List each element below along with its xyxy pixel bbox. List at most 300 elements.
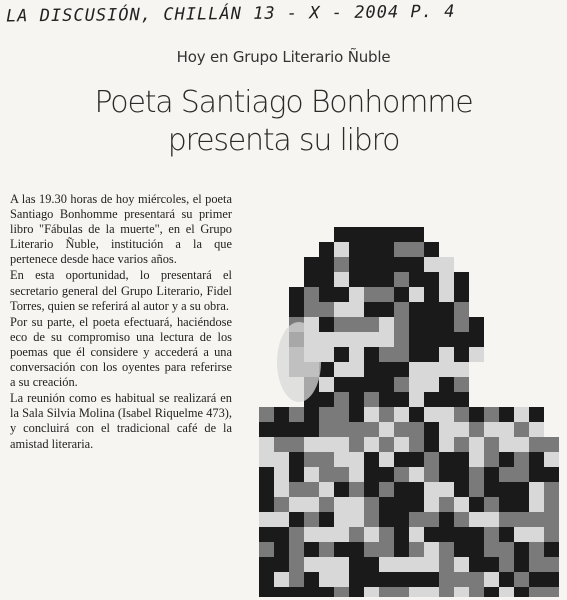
photo-hand bbox=[277, 322, 321, 402]
photo-tile bbox=[544, 527, 559, 542]
photo-tile bbox=[529, 572, 544, 587]
photo-tile bbox=[439, 422, 454, 437]
photo-tile bbox=[379, 302, 394, 317]
photo-tile bbox=[439, 302, 454, 317]
photo-tile bbox=[364, 392, 379, 407]
photo-tile bbox=[259, 497, 274, 512]
photo-tile bbox=[394, 452, 409, 467]
photo-tile bbox=[379, 587, 394, 597]
photo-tile bbox=[274, 587, 289, 597]
photo-tile bbox=[469, 512, 484, 527]
photo-tile bbox=[289, 482, 304, 497]
photo-tile bbox=[319, 407, 334, 422]
photo-tile bbox=[469, 557, 484, 572]
photo-tile bbox=[334, 377, 349, 392]
photo-tile bbox=[409, 332, 424, 347]
photo-tile bbox=[409, 542, 424, 557]
photo-tile bbox=[469, 497, 484, 512]
photo-tile bbox=[349, 422, 364, 437]
photo-tile bbox=[304, 527, 319, 542]
photo-tile bbox=[454, 467, 469, 482]
photo-tile bbox=[364, 572, 379, 587]
photo-tile bbox=[334, 422, 349, 437]
photo-tile bbox=[379, 242, 394, 257]
photo-tile bbox=[394, 407, 409, 422]
photo-tile bbox=[304, 407, 319, 422]
photo-tile bbox=[394, 377, 409, 392]
photo-tile bbox=[349, 227, 364, 242]
photo-tile bbox=[274, 557, 289, 572]
photo-tile bbox=[319, 527, 334, 542]
photo-tile bbox=[349, 587, 364, 597]
photo-tile bbox=[289, 527, 304, 542]
photo-tile bbox=[409, 572, 424, 587]
photo-tile bbox=[394, 287, 409, 302]
photo-tile bbox=[334, 572, 349, 587]
photo-tile bbox=[409, 242, 424, 257]
photo-tile bbox=[529, 407, 544, 422]
photo-tile bbox=[319, 347, 334, 362]
photo-tile bbox=[334, 332, 349, 347]
photo-tile bbox=[289, 287, 304, 302]
photo-tile bbox=[379, 557, 394, 572]
photo-tile bbox=[274, 452, 289, 467]
photo-tile bbox=[439, 542, 454, 557]
photo-tile bbox=[394, 467, 409, 482]
photo-tile bbox=[259, 512, 274, 527]
photo-tile bbox=[334, 317, 349, 332]
photo-tile bbox=[349, 497, 364, 512]
photo-tile bbox=[424, 257, 439, 272]
photo-tile bbox=[454, 407, 469, 422]
article-headline bbox=[40, 84, 527, 160]
photo-tile bbox=[364, 437, 379, 452]
photo-tile bbox=[499, 527, 514, 542]
photo-tile bbox=[439, 257, 454, 272]
photo-tile bbox=[274, 422, 289, 437]
photo-tile bbox=[319, 362, 334, 377]
photo-tile bbox=[379, 332, 394, 347]
photo-tile bbox=[529, 527, 544, 542]
photo-tile bbox=[484, 437, 499, 452]
photo-tile bbox=[394, 227, 409, 242]
photo-tile bbox=[319, 287, 334, 302]
photo-tile bbox=[334, 407, 349, 422]
photo-tile bbox=[349, 392, 364, 407]
photo-tile bbox=[319, 497, 334, 512]
photo-tile bbox=[364, 467, 379, 482]
photo-tile bbox=[514, 557, 529, 572]
photo-tile bbox=[439, 437, 454, 452]
photo-tile bbox=[409, 377, 424, 392]
photo-tile bbox=[394, 362, 409, 377]
photo-tile bbox=[469, 587, 484, 597]
photo-tile bbox=[514, 527, 529, 542]
photo-tile bbox=[424, 482, 439, 497]
photo-tile bbox=[439, 272, 454, 287]
photo-tile bbox=[514, 497, 529, 512]
photo-tile bbox=[514, 407, 529, 422]
photo-tile bbox=[259, 452, 274, 467]
photo-tile bbox=[424, 557, 439, 572]
photo-tile bbox=[304, 287, 319, 302]
author-photo-image bbox=[244, 212, 564, 597]
photo-tile bbox=[409, 527, 424, 542]
photo-tile bbox=[349, 407, 364, 422]
photo-tile bbox=[349, 482, 364, 497]
photo-tile bbox=[409, 347, 424, 362]
photo-tile bbox=[439, 392, 454, 407]
photo-tile bbox=[424, 452, 439, 467]
photo-tile bbox=[514, 542, 529, 557]
photo-tile bbox=[454, 362, 469, 377]
paragraph-1: A las 19.30 horas de hoy miércoles, el poeta Santiago Bonhomme presentará su primer libro "Fábulas de la muerte", en el Grupo Literario Ñuble, institución a la que pertenece desde hace varios años. bbox=[10, 192, 232, 267]
photo-tile bbox=[259, 527, 274, 542]
photo-tile bbox=[454, 572, 469, 587]
photo-tile bbox=[364, 302, 379, 317]
photo-tile bbox=[514, 512, 529, 527]
photo-tile bbox=[259, 407, 274, 422]
photo-tile bbox=[334, 497, 349, 512]
photo-tile bbox=[364, 422, 379, 437]
photo-tile bbox=[514, 422, 529, 437]
photo-tile bbox=[319, 587, 334, 597]
photo-tile bbox=[364, 317, 379, 332]
photo-tile bbox=[364, 557, 379, 572]
photo-tile bbox=[544, 572, 559, 587]
photo-tile bbox=[394, 317, 409, 332]
photo-tile bbox=[454, 422, 469, 437]
photo-tile bbox=[379, 272, 394, 287]
photo-tile bbox=[439, 452, 454, 467]
photo-tile bbox=[364, 272, 379, 287]
photo-tile bbox=[454, 497, 469, 512]
photo-tile bbox=[334, 527, 349, 542]
photo-tile bbox=[529, 542, 544, 557]
photo-tile bbox=[469, 317, 484, 332]
photo-tile bbox=[454, 317, 469, 332]
photo-tile bbox=[394, 542, 409, 557]
photo-tile bbox=[304, 467, 319, 482]
photo-tile bbox=[409, 257, 424, 272]
photo-tile bbox=[259, 557, 274, 572]
photo-tile bbox=[379, 497, 394, 512]
photo-tile bbox=[529, 587, 544, 597]
photo-tile bbox=[514, 437, 529, 452]
photo-tile bbox=[259, 467, 274, 482]
photo-tile bbox=[469, 407, 484, 422]
photo-tile bbox=[349, 362, 364, 377]
photo-tile bbox=[409, 287, 424, 302]
photo-tile bbox=[424, 467, 439, 482]
photo-tile bbox=[454, 437, 469, 452]
photo-tile bbox=[364, 347, 379, 362]
photo-tile bbox=[364, 332, 379, 347]
photo-tile bbox=[379, 317, 394, 332]
photo-tile bbox=[319, 332, 334, 347]
photo-tile bbox=[484, 542, 499, 557]
author-photo bbox=[244, 212, 564, 597]
photo-tile bbox=[304, 497, 319, 512]
photo-tile bbox=[529, 422, 544, 437]
photo-tile bbox=[379, 437, 394, 452]
photo-tile bbox=[424, 242, 439, 257]
photo-tile bbox=[409, 362, 424, 377]
photo-tile bbox=[439, 572, 454, 587]
photo-tile bbox=[514, 452, 529, 467]
photo-tile bbox=[364, 377, 379, 392]
photo-tile bbox=[499, 437, 514, 452]
photo-tile bbox=[514, 482, 529, 497]
photo-tile bbox=[259, 542, 274, 557]
photo-tile bbox=[409, 272, 424, 287]
photo-tile bbox=[334, 242, 349, 257]
photo-tile bbox=[544, 452, 559, 467]
photo-tile bbox=[424, 392, 439, 407]
photo-tile bbox=[319, 377, 334, 392]
photo-tile bbox=[319, 392, 334, 407]
photo-tile bbox=[349, 452, 364, 467]
photo-tile bbox=[289, 407, 304, 422]
photo-tile bbox=[424, 332, 439, 347]
photo-tile bbox=[454, 587, 469, 597]
photo-tile bbox=[454, 557, 469, 572]
photo-tile bbox=[319, 272, 334, 287]
photo-tile bbox=[544, 542, 559, 557]
photo-tile bbox=[394, 482, 409, 497]
photo-tile bbox=[304, 572, 319, 587]
photo-tile bbox=[394, 557, 409, 572]
photo-tile bbox=[334, 257, 349, 272]
photo-tile bbox=[499, 422, 514, 437]
photo-tile bbox=[499, 557, 514, 572]
photo-tile bbox=[274, 482, 289, 497]
photo-tile bbox=[349, 317, 364, 332]
photo-tile bbox=[394, 302, 409, 317]
photo-tile bbox=[319, 302, 334, 317]
photo-tile bbox=[394, 512, 409, 527]
photo-tile bbox=[304, 482, 319, 497]
photo-tile bbox=[259, 437, 274, 452]
photo-tile bbox=[424, 587, 439, 597]
photo-tile bbox=[484, 527, 499, 542]
photo-tile bbox=[529, 482, 544, 497]
photo-tile bbox=[544, 437, 559, 452]
photo-tile bbox=[334, 542, 349, 557]
photo-tile bbox=[424, 542, 439, 557]
photo-tile bbox=[394, 257, 409, 272]
paragraph-4: La reunión como es habitual se realizará en la Sala Silvia Molina (Isabel Riquelme 473), y concluirá con el tradicional café de la amistad literaria. bbox=[10, 391, 232, 451]
photo-tile bbox=[289, 542, 304, 557]
photo-tile bbox=[454, 287, 469, 302]
photo-tile bbox=[409, 437, 424, 452]
photo-tile bbox=[439, 317, 454, 332]
photo-tile bbox=[454, 482, 469, 497]
photo-tile bbox=[439, 287, 454, 302]
photo-tile bbox=[529, 512, 544, 527]
photo-tile bbox=[469, 572, 484, 587]
photo-tile bbox=[439, 347, 454, 362]
photo-tile bbox=[454, 512, 469, 527]
photo-tile bbox=[454, 332, 469, 347]
photo-tile bbox=[364, 407, 379, 422]
photo-tile bbox=[334, 467, 349, 482]
photo-tile bbox=[289, 437, 304, 452]
photo-tile bbox=[469, 452, 484, 467]
photo-tile bbox=[409, 407, 424, 422]
photo-tile bbox=[469, 347, 484, 362]
photo-tile bbox=[349, 437, 364, 452]
photo-tile bbox=[544, 497, 559, 512]
photo-tile bbox=[364, 452, 379, 467]
photo-tile bbox=[349, 272, 364, 287]
photo-tile bbox=[259, 572, 274, 587]
photo-tile bbox=[454, 527, 469, 542]
photo-tile bbox=[259, 422, 274, 437]
photo-tile bbox=[349, 347, 364, 362]
photo-tile bbox=[394, 572, 409, 587]
photo-tile bbox=[364, 242, 379, 257]
photo-tile bbox=[349, 527, 364, 542]
photo-tile bbox=[409, 557, 424, 572]
photo-tile bbox=[454, 452, 469, 467]
photo-tile bbox=[409, 512, 424, 527]
photo-tile bbox=[484, 467, 499, 482]
paragraph-2: En esta oportunidad, lo presentará el secretario general del Grupo Literario, Fidel Torres, quien se referirá al autor y a su obra. bbox=[10, 268, 232, 313]
photo-tile bbox=[334, 482, 349, 497]
photo-tile bbox=[499, 512, 514, 527]
photo-tile bbox=[304, 512, 319, 527]
photo-tile bbox=[469, 332, 484, 347]
photo-tile bbox=[544, 467, 559, 482]
photo-tile bbox=[379, 542, 394, 557]
photo-tile bbox=[304, 272, 319, 287]
photo-tile bbox=[289, 587, 304, 597]
photo-tile bbox=[394, 392, 409, 407]
photo-tile bbox=[469, 422, 484, 437]
photo-tile bbox=[334, 437, 349, 452]
photo-tile bbox=[424, 527, 439, 542]
article-body bbox=[10, 192, 232, 453]
photo-tile bbox=[409, 302, 424, 317]
photo-tile bbox=[319, 317, 334, 332]
photo-tile bbox=[454, 377, 469, 392]
photo-tile bbox=[274, 527, 289, 542]
photo-tile bbox=[379, 407, 394, 422]
photo-tile bbox=[484, 422, 499, 437]
photo-tile bbox=[424, 377, 439, 392]
photo-tile bbox=[409, 422, 424, 437]
photo-tile bbox=[349, 287, 364, 302]
photo-tile bbox=[484, 557, 499, 572]
photo-tile bbox=[514, 467, 529, 482]
photo-tile bbox=[349, 377, 364, 392]
photo-tile bbox=[484, 587, 499, 597]
photo-tile bbox=[424, 437, 439, 452]
photo-tile bbox=[424, 422, 439, 437]
photo-tile bbox=[289, 467, 304, 482]
photo-tile bbox=[469, 437, 484, 452]
photo-tile bbox=[379, 392, 394, 407]
photo-tile bbox=[259, 587, 274, 597]
photo-tile bbox=[364, 362, 379, 377]
photo-tile bbox=[349, 557, 364, 572]
photo-tile bbox=[499, 467, 514, 482]
photo-tile bbox=[349, 467, 364, 482]
photo-tile bbox=[319, 257, 334, 272]
photo-tile bbox=[454, 542, 469, 557]
photo-tile bbox=[409, 452, 424, 467]
photo-tile bbox=[274, 512, 289, 527]
photo-tile bbox=[349, 542, 364, 557]
headline-line-2: presenta su libro bbox=[167, 123, 400, 158]
photo-tile bbox=[289, 572, 304, 587]
photo-tile bbox=[424, 572, 439, 587]
photo-tile bbox=[529, 452, 544, 467]
photo-tile bbox=[499, 407, 514, 422]
photo-tile bbox=[304, 542, 319, 557]
photo-tile bbox=[334, 392, 349, 407]
photo-tile bbox=[409, 227, 424, 242]
photo-tile bbox=[529, 557, 544, 572]
photo-tile bbox=[439, 557, 454, 572]
photo-tile bbox=[409, 467, 424, 482]
photo-tile bbox=[394, 587, 409, 597]
photo-tile bbox=[439, 377, 454, 392]
photo-tile bbox=[394, 422, 409, 437]
photo-tile bbox=[394, 272, 409, 287]
photo-tile bbox=[334, 302, 349, 317]
photo-tile bbox=[439, 512, 454, 527]
photo-tile bbox=[304, 422, 319, 437]
photo-tile bbox=[484, 407, 499, 422]
photo-tile bbox=[454, 392, 469, 407]
photo-tile bbox=[379, 362, 394, 377]
photo-tile bbox=[499, 587, 514, 597]
photo-tile bbox=[484, 512, 499, 527]
photo-tile bbox=[394, 332, 409, 347]
photo-tile bbox=[424, 317, 439, 332]
photo-tile bbox=[499, 542, 514, 557]
photo-tile bbox=[394, 527, 409, 542]
photo-tile bbox=[394, 497, 409, 512]
photo-tile bbox=[319, 242, 334, 257]
photo-tile bbox=[349, 302, 364, 317]
photo-tile bbox=[334, 272, 349, 287]
photo-tile bbox=[274, 542, 289, 557]
photo-tile bbox=[424, 272, 439, 287]
photo-tile bbox=[514, 572, 529, 587]
photo-tile bbox=[499, 572, 514, 587]
photo-tile bbox=[304, 302, 319, 317]
photo-tile bbox=[349, 512, 364, 527]
photo-tile bbox=[439, 467, 454, 482]
photo-tile bbox=[334, 587, 349, 597]
photo-tile bbox=[439, 407, 454, 422]
photo-tile bbox=[439, 587, 454, 597]
photo-tile bbox=[469, 482, 484, 497]
photo-tile bbox=[364, 287, 379, 302]
photo-tile bbox=[274, 497, 289, 512]
photo-tile bbox=[364, 482, 379, 497]
photo-tile bbox=[334, 347, 349, 362]
article-kicker: Hoy en Grupo Literario Ñuble bbox=[176, 48, 391, 66]
photo-tile bbox=[379, 287, 394, 302]
photo-tile bbox=[304, 557, 319, 572]
photo-tile bbox=[289, 452, 304, 467]
photo-tile bbox=[394, 242, 409, 257]
photo-tile bbox=[499, 497, 514, 512]
